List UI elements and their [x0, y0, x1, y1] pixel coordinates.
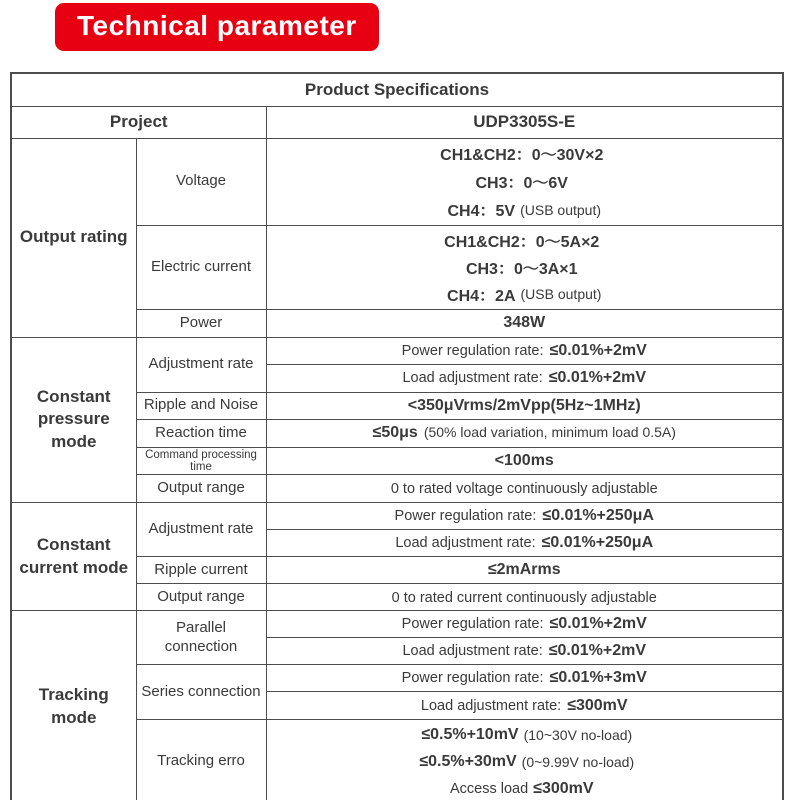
row-label-tracking-erro: Tracking erro: [136, 720, 266, 800]
row-label-power: Power: [136, 309, 266, 337]
current-line-2: CH3：0～3A×1: [465, 260, 578, 278]
command-processing-time-value: <100ms: [266, 447, 783, 475]
voltage-values: [266, 138, 783, 225]
power-value: 348W: [266, 309, 783, 337]
tracking-erro-line-1: ≤0.5%+10mV (10~30V no-load): [421, 725, 633, 743]
cc-power-regulation-rate: Power regulation rate: ≤0.01%+250μA: [266, 503, 783, 530]
series-load-adjustment-rate: Load adjustment rate: ≤300mV: [266, 692, 783, 720]
row-label-electric-current: Electric current: [136, 225, 266, 309]
parallel-power-regulation-rate: Power regulation rate: ≤0.01%+2mV: [266, 611, 783, 638]
voltage-line-3: CH4：5V (USB output): [447, 201, 602, 220]
voltage-line-1: CH1&CH2：0～30V×2: [440, 147, 604, 164]
row-label-voltage: Voltage: [136, 138, 266, 225]
cc-load-adjustment-rate: Load adjustment rate: ≤0.01%+250μA: [266, 530, 783, 557]
ripple-current-value: ≤2mArms: [266, 557, 783, 584]
ripple-noise-value: <350μVrms/2mVpp(5Hz~1MHz): [266, 392, 783, 419]
reaction-time-value: ≤50μs (50% load variation, minimum load 0.5A): [266, 419, 783, 447]
project-header: Project: [11, 106, 266, 138]
tracking-erro-line-2: ≤0.5%+30mV (0~9.99V no-load): [419, 752, 635, 770]
technical-parameter-banner: [55, 3, 379, 51]
tracking-erro-values: [266, 720, 783, 800]
row-label-ripple-current: Ripple current: [136, 557, 266, 584]
row-label-ripple-and-noise: Ripple and Noise: [136, 392, 266, 419]
row-label-cc-adjustment-rate: Adjustment rate: [136, 503, 266, 557]
row-label-reaction-time: Reaction time: [136, 419, 266, 447]
row-label-cp-output-range: Output range: [136, 475, 266, 503]
parallel-load-adjustment-rate: Load adjustment rate: ≤0.01%+2mV: [266, 638, 783, 665]
cp-load-adjustment-rate: Load adjustment rate: ≤0.01%+2mV: [266, 364, 783, 392]
tracking-erro-line-3: Access load ≤300mV: [449, 779, 594, 797]
row-label-command-processing-time: Command processing time: [136, 447, 266, 475]
current-values: [266, 225, 783, 309]
cc-output-range-value: 0 to rated current continuously adjustable: [266, 584, 783, 611]
row-label-series-connection: Series connection: [136, 665, 266, 720]
cp-power-regulation-rate: Power regulation rate: ≤0.01%+2mV: [266, 337, 783, 364]
section-output-rating: Output rating: [11, 138, 136, 337]
cp-output-range-value: 0 to rated voltage continuously adjustable: [266, 475, 783, 503]
section-tracking-mode: Tracking mode: [11, 611, 136, 800]
series-power-regulation-rate: Power regulation rate: ≤0.01%+3mV: [266, 665, 783, 692]
row-label-cc-output-range: Output range: [136, 584, 266, 611]
banner-label: Technical parameter: [77, 10, 357, 41]
row-label-parallel-connection: Parallel connection: [136, 611, 266, 665]
current-line-1: CH1&CH2：0～5A×2: [444, 233, 600, 251]
row-label-cp-adjustment-rate: Adjustment rate: [136, 337, 266, 392]
voltage-line-2: CH3：0～6V: [475, 175, 568, 192]
table-title: Product Specifications: [11, 73, 783, 106]
current-line-3: CH4：2A (USB output): [447, 286, 602, 305]
product-specifications-table: [10, 72, 784, 800]
section-constant-current-mode: Constant current mode: [11, 503, 136, 611]
model-name: UDP3305S-E: [266, 106, 783, 138]
section-constant-pressure-mode: Constant pressure mode: [11, 337, 136, 503]
